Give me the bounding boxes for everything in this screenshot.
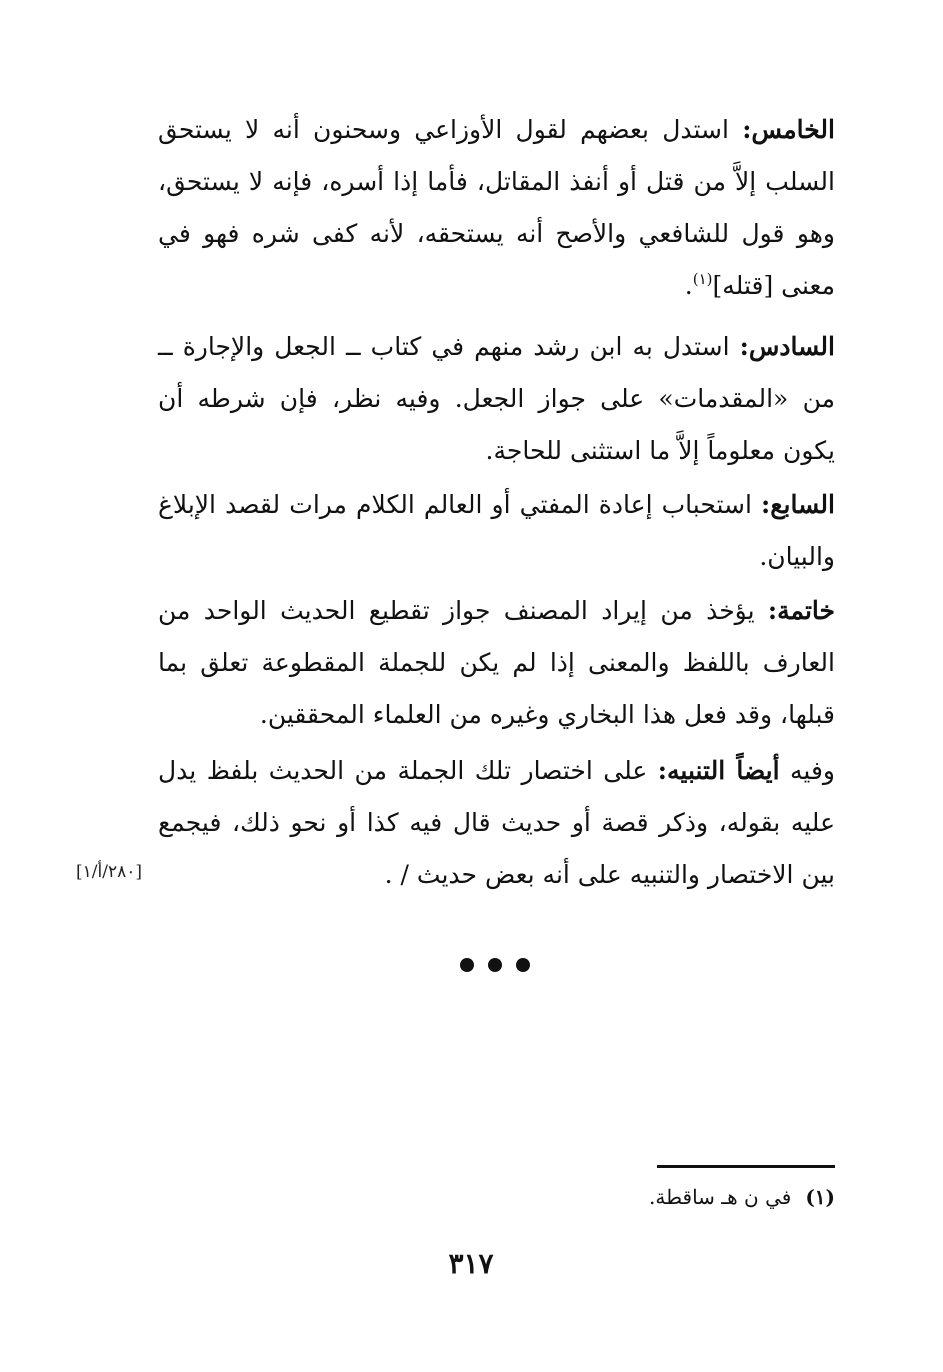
paragraph-sixth xyxy=(158,321,835,477)
paragraph-seventh xyxy=(158,479,835,583)
paragraph-heading: أيضاً التنبيه: xyxy=(657,756,780,785)
section-divider xyxy=(460,958,530,972)
paragraph-note xyxy=(158,745,835,901)
manuscript-reference: [٢٨٠/أ/١] xyxy=(76,862,143,882)
page-number: ٣١٧ xyxy=(448,1247,494,1280)
paragraph-body: يؤخذ من إيراد المصنف جواز تقطيع الحديث الواحد من العارف باللفظ والمعنى إذا لم يكن للجملة المقطوعة تعلق بما قبلها، وقد فعل هذا البخاري وغيره من العلماء المحققين. xyxy=(158,596,835,729)
paragraph-heading: خاتمة: xyxy=(767,596,835,625)
paragraph-lead: وفيه xyxy=(790,756,836,785)
divider-dot xyxy=(488,958,502,972)
footnote-text: في ن هـ ساقطة. xyxy=(649,1185,792,1209)
footnote-number: (١) xyxy=(805,1185,835,1209)
paragraph-end: . xyxy=(684,271,693,300)
footnote-separator xyxy=(657,1165,835,1168)
paragraph-heading: السابع: xyxy=(761,490,835,519)
divider-dot xyxy=(516,958,530,972)
divider-dot xyxy=(460,958,474,972)
paragraph-conclusion xyxy=(158,585,835,741)
paragraph-fifth xyxy=(158,104,835,312)
footnote-reference[interactable]: (١) xyxy=(692,270,713,288)
paragraph-body: على اختصار تلك الجملة من الحديث بلفظ يدل عليه بقوله، وذكر قصة أو حديث قال فيه كذا أو نحو ذلك، فيجمع بين الاختصار والتنبيه على أنه بعض حديث / . xyxy=(158,756,835,889)
paragraph-heading: السادس: xyxy=(739,332,835,361)
paragraph-body: استحباب إعادة المفتي أو العالم الكلام مرات لقصد الإبلاغ والبيان. xyxy=(158,490,835,571)
paragraph-body: استدل به ابن رشد منهم في كتاب ــ الجعل والإجارة ــ من «المقدمات» على جواز الجعل. وفيه نظر، فإن شرطه أن يكون معلوماً إلاَّ ما استثنى للحاجة. xyxy=(158,332,835,465)
paragraph-heading: الخامس: xyxy=(742,115,835,144)
footnote xyxy=(500,1180,835,1214)
paragraph-body: استدل بعضهم لقول الأوزاعي وسحنون أنه لا يستحق السلب إلاَّ من قتل أو أنفذ المقاتل، فأما إذا أسره، فإنه لا يستحق، وهو قول للشافعي والأصح أنه يستحقه، لأنه كفى شره فهو في معنى [قتله] xyxy=(158,115,835,300)
